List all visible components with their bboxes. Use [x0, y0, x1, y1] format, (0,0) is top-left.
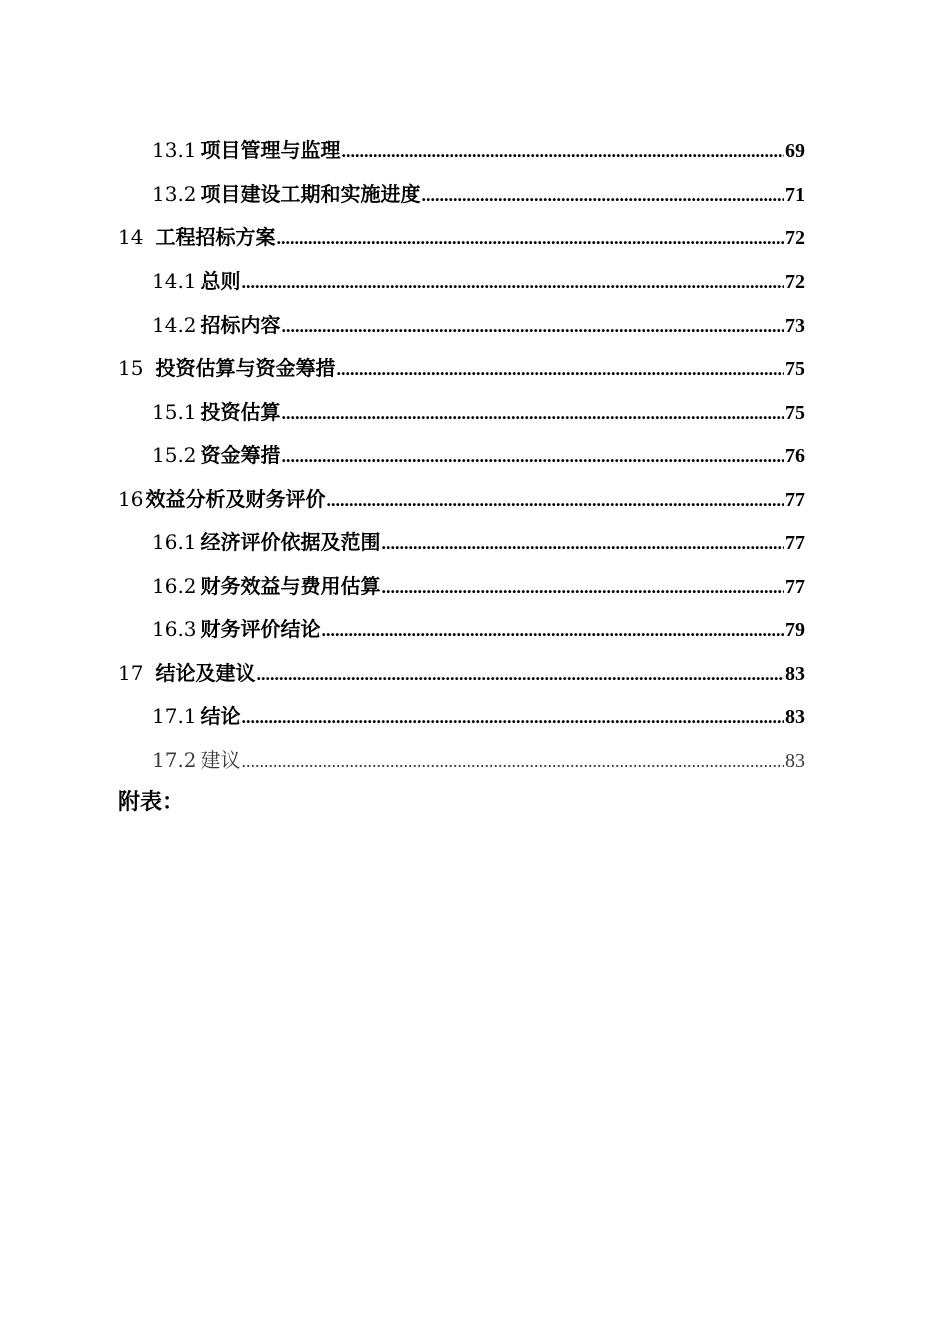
toc-leader-dots	[322, 614, 784, 645]
toc-entry-13-1[interactable]	[152, 135, 805, 165]
toc-entry-number: 15	[118, 356, 144, 380]
toc-entry-14-1[interactable]	[152, 266, 805, 296]
toc-leader-dots	[422, 179, 784, 210]
toc-entry-title: 结论	[200, 704, 241, 728]
toc-entry-page: 75	[785, 402, 805, 424]
toc-entry-page: 77	[785, 489, 805, 511]
appendix-heading: 附表：	[118, 790, 185, 815]
toc-entry-page: 77	[785, 532, 805, 554]
toc-entry-title: 总则	[200, 269, 241, 293]
toc-entry-number: 13.1	[152, 138, 197, 162]
toc-entry-16[interactable]	[118, 484, 805, 514]
toc-entry-title: 建议	[200, 748, 241, 772]
toc-entry-15-1[interactable]	[152, 397, 805, 427]
toc-entry-number: 17.2	[152, 748, 197, 772]
toc-leader-dots	[256, 658, 784, 689]
toc-entry-page: 72	[785, 271, 805, 293]
toc-leader-dots	[282, 310, 784, 341]
toc-entry-number: 14.1	[152, 269, 197, 293]
toc-entry-number: 17	[118, 661, 144, 685]
toc-entry-title: 项目建设工期和实施进度	[200, 182, 421, 206]
toc-leader-dots	[276, 222, 784, 253]
toc-leader-dots	[242, 745, 784, 776]
toc-entry-page: 83	[785, 663, 805, 685]
toc-entry-number: 13.2	[152, 182, 197, 206]
toc-entry-title: 招标内容	[200, 313, 281, 337]
toc-entry-page: 79	[785, 619, 805, 641]
toc-entry-title: 效益分析及财务评价	[145, 487, 326, 511]
toc-entry-number: 14	[118, 225, 144, 249]
toc-entry-14-2[interactable]	[152, 310, 805, 340]
toc-entry-13-2[interactable]	[152, 179, 805, 209]
toc-entry-number: 16.1	[152, 530, 197, 554]
toc-leader-dots	[382, 527, 784, 558]
toc-entry-page: 76	[785, 445, 805, 467]
toc-entry-title: 经济评价依据及范围	[200, 530, 381, 554]
toc-leader-dots	[282, 440, 784, 471]
toc-entry-page: 72	[785, 227, 805, 249]
toc-entry-number: 16.2	[152, 574, 197, 598]
toc-entry-16-3[interactable]	[152, 614, 805, 644]
toc-entry-14[interactable]	[118, 222, 805, 252]
toc-entry-number: 16.3	[152, 617, 197, 641]
toc-entry-title: 投资估算与资金筹措	[155, 356, 336, 380]
toc-entry-17[interactable]	[118, 658, 805, 688]
toc-entry-page: 71	[785, 184, 805, 206]
toc-entry-17-1[interactable]	[152, 701, 805, 731]
toc-entry-title: 结论及建议	[155, 661, 256, 685]
toc-entry-number: 15.2	[152, 443, 197, 467]
toc-entry-title: 资金筹措	[200, 443, 281, 467]
toc-leader-dots	[342, 135, 784, 166]
toc-entry-title: 财务效益与费用估算	[200, 574, 381, 598]
toc-entry-number: 16	[118, 487, 144, 511]
toc-entry-page: 69	[785, 140, 805, 162]
toc-entry-number: 15.1	[152, 400, 197, 424]
toc-leader-dots	[336, 353, 784, 384]
toc-leader-dots	[382, 571, 784, 602]
toc-entry-number: 14.2	[152, 313, 197, 337]
toc-entry-title: 项目管理与监理	[200, 138, 341, 162]
toc-leader-dots	[242, 266, 784, 297]
toc-entry-page: 77	[785, 576, 805, 598]
toc-entry-page: 75	[785, 358, 805, 380]
toc-leader-dots	[242, 701, 784, 732]
toc-entry-title: 财务评价结论	[200, 617, 321, 641]
toc-entry-16-2[interactable]	[152, 571, 805, 601]
toc-leader-dots	[282, 397, 784, 428]
toc-leader-dots	[326, 484, 784, 515]
toc-entry-title: 工程招标方案	[155, 225, 276, 249]
toc-entry-number: 17.1	[152, 704, 197, 728]
toc-entry-15-2[interactable]	[152, 440, 805, 470]
toc-entry-16-1[interactable]	[152, 527, 805, 557]
toc-entry-page: 83	[785, 750, 805, 772]
toc-entry-page: 73	[785, 315, 805, 337]
toc-entry-17-2[interactable]	[152, 745, 805, 775]
toc-entry-page: 83	[785, 706, 805, 728]
toc-entry-title: 投资估算	[200, 400, 281, 424]
toc-entry-15[interactable]	[118, 353, 805, 383]
